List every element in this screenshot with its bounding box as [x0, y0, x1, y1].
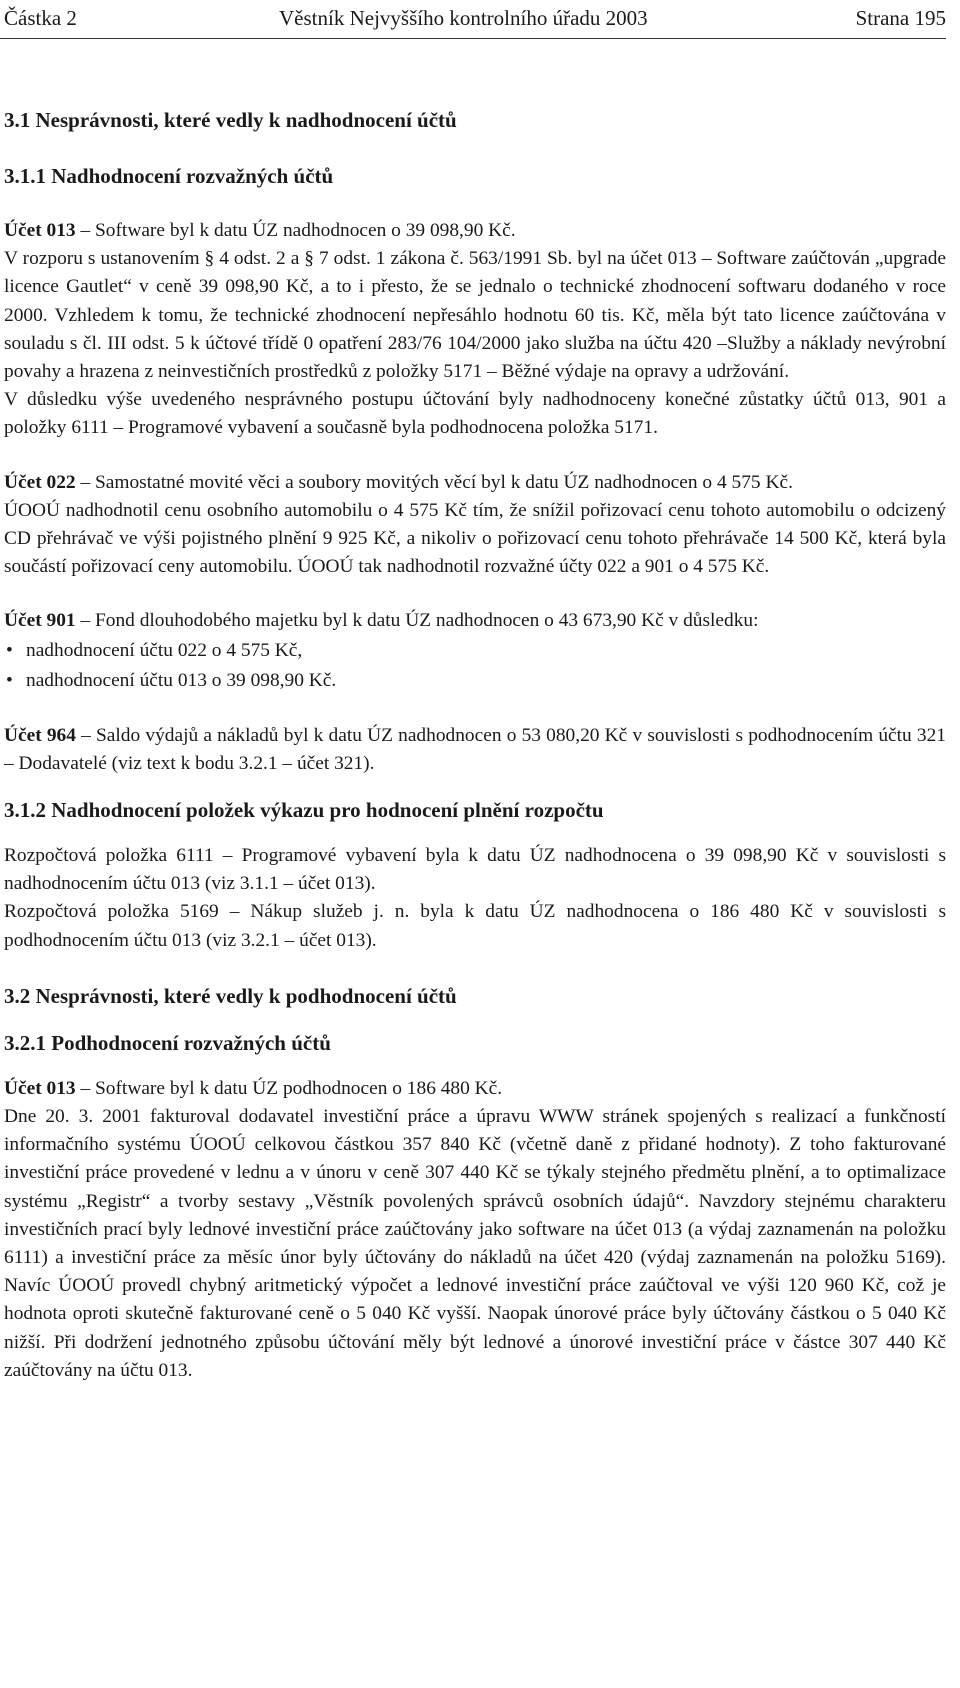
account-label: Účet 013: [4, 1077, 76, 1099]
section-3-2-title: 3.2 Nesprávnosti, které vedly k podhodnocení účtů: [4, 983, 457, 1008]
account-013-paragraph: V rozporu s ustanovením § 4 odst. 2 a § 7 odst. 1 zákona č. 563/1991 Sb. byl na účet 013 – Software zaúčtován „upgrade licence Gautlet“ v ceně 39 098,90 Kč, a to i přesto, že se jednalo o technické zhodnocení softwaru dodaného v roce 2000. Vzhledem k tomu, že technické zhodnocení nepřesáhlo hodnotu 60 tis. Kč, měla být tato licence zaúčtována v souladu s čl. III odst. 5 k účtové třídě 0 opatření 283/76 104/2000 jako služba na účtu 420 –Služby a náklady nevýrobní povahy a hrazena z neinvestičních prostředků z položky 5171 – Běžné výdaje na opravy a udržování.: [4, 248, 946, 383]
list-item: • nadhodnocení účtu 013 o 39 098,90 Kč.: [4, 666, 946, 696]
account-013-consequence: V důsledku výše uvedeného nesprávného postupu účtování byly nadhodnoceny konečné zůstatky účtů 013, 901 a položky 6111 – Programové vybavení a současně byla podhodnocena položka 5171.: [4, 389, 946, 439]
account-013-heading: Účet 013 – Software byl k datu ÚZ nadhodnocen o 39 098,90 Kč.: [4, 220, 516, 241]
header-issue: Částka 2: [4, 6, 77, 30]
section-3-1-title: 3.1 Nesprávnosti, které vedly k nadhodnocení účtů: [4, 108, 457, 132]
account-901-list: [4, 636, 946, 696]
list-item: • nadhodnocení účtu 022 o 4 575 Kč,: [4, 636, 946, 666]
section-3-1-1-title: 3.1.1 Nadhodnocení rozvažných účtů: [4, 164, 334, 188]
account-label: Účet 013: [4, 220, 76, 241]
section-3-2-1-title: 3.2.1 Podhodnocení rozvažných účtů: [4, 1030, 331, 1055]
account-022-body: ÚOOÚ nadhodnotil cenu osobního automobilu o 4 575 Kč tím, že snížil pořizovací cenu tohoto automobilu o odcizený CD přehrávač ve výši pojistného plnění 9 925 Kč, a nikoliv o pořizovací cenu tohoto přehrávače 14 500 Kč, která byla součástí pořizovací ceny automobilu. ÚOOÚ tak nadhodnotil rozvažné účty 022 a 901 o 4 575 Kč.: [4, 499, 946, 578]
section-3-1-2-title: 3.1.2 Nadhodnocení položek výkazu pro hodnocení plnění rozpočtu: [4, 798, 604, 823]
account-964-paragraph: Účet 964 – Saldo výdajů a nákladů byl k datu ÚZ nadhodnocen o 53 080,20 Kč v souvislosti s podhodnocením účtu 321 – Dodavatelé (viz text k bodu 3.2.1 – účet 321).: [4, 724, 947, 774]
budget-item-6111-paragraph: Rozpočtová položka 6111 – Programové vybavení byla k datu ÚZ nadhodnocena o 39 098,90 Kč v souvislosti s nadhodnocením účtu 013 (viz 3.1.1 – účet 013).: [4, 845, 946, 895]
account-022-paragraph: Účet 022 – Samostatné movité věci a soubory movitých věcí byl k datu ÚZ nadhodnocen o 4 575 Kč.: [4, 471, 793, 493]
account-901-paragraph: Účet 901 – Fond dlouhodobého majetku byl k datu ÚZ nadhodnocen o 43 673,90 Kč v důsledku:: [4, 610, 759, 632]
document-body: [4, 105, 946, 1385]
account-label: Účet 901: [4, 610, 76, 632]
header-page-number: Strana 195: [855, 6, 946, 30]
account-013-under-heading: Účet 013 – Software byl k datu ÚZ podhodnocen o 186 480 Kč.: [4, 1077, 503, 1099]
budget-item-5169-paragraph: Rozpočtová položka 5169 – Nákup služeb j. n. byla k datu ÚZ nadhodnocena o 186 480 Kč v souvislosti s podhodnocením účtu 013 (viz 3.2.1 – účet 013).: [4, 901, 946, 951]
account-label: Účet 964: [4, 724, 76, 746]
account-013-under-body: Dne 20. 3. 2001 fakturoval dodavatel investiční práce a úpravu WWW stránek spojených s realizací a funkčností informačního systému ÚOOÚ celkovou částkou 357 840 Kč (včetně daně z přidané hodnoty). Z toho fakturované investiční práce provedené v lednu a v únoru v ceně 307 440 Kč se týkaly stejného předmětu plnění, a to optimalizace systému „Registr“ a tvorby sestavy „Věstník povolených správců osobních údajů“. Navzdory stejnému charakteru investičních prací byly lednové investiční práce zaúčtovány jako software na účet 013 (a výdaj zaznamenán na položku 6111) a investiční práce za měsíc únor byly účtovány do nákladů na účet 420 (výdaj zaznamenán na položku 5169). Navíc ÚOOÚ provedl chybný aritmetický výpočet a lednové investiční práce zaúčtoval ve výši 120 960 Kč, což je hodnota oproti skutečně fakturované ceně o 5 040 Kč vyšší. Naopak únorové práce byly účtovány částkou o 5 040 Kč nižší. Při dodržení jednotného způsobu účtování měly být lednové a únorové investiční práce v částce 307 440 Kč zaúčtovány na účtu 013.: [4, 1106, 946, 1381]
account-label: Účet 022: [4, 471, 76, 493]
page-header: [0, 4, 946, 39]
header-publication: Věstník Nejvyššího kontrolního úřadu 2003: [279, 6, 648, 30]
